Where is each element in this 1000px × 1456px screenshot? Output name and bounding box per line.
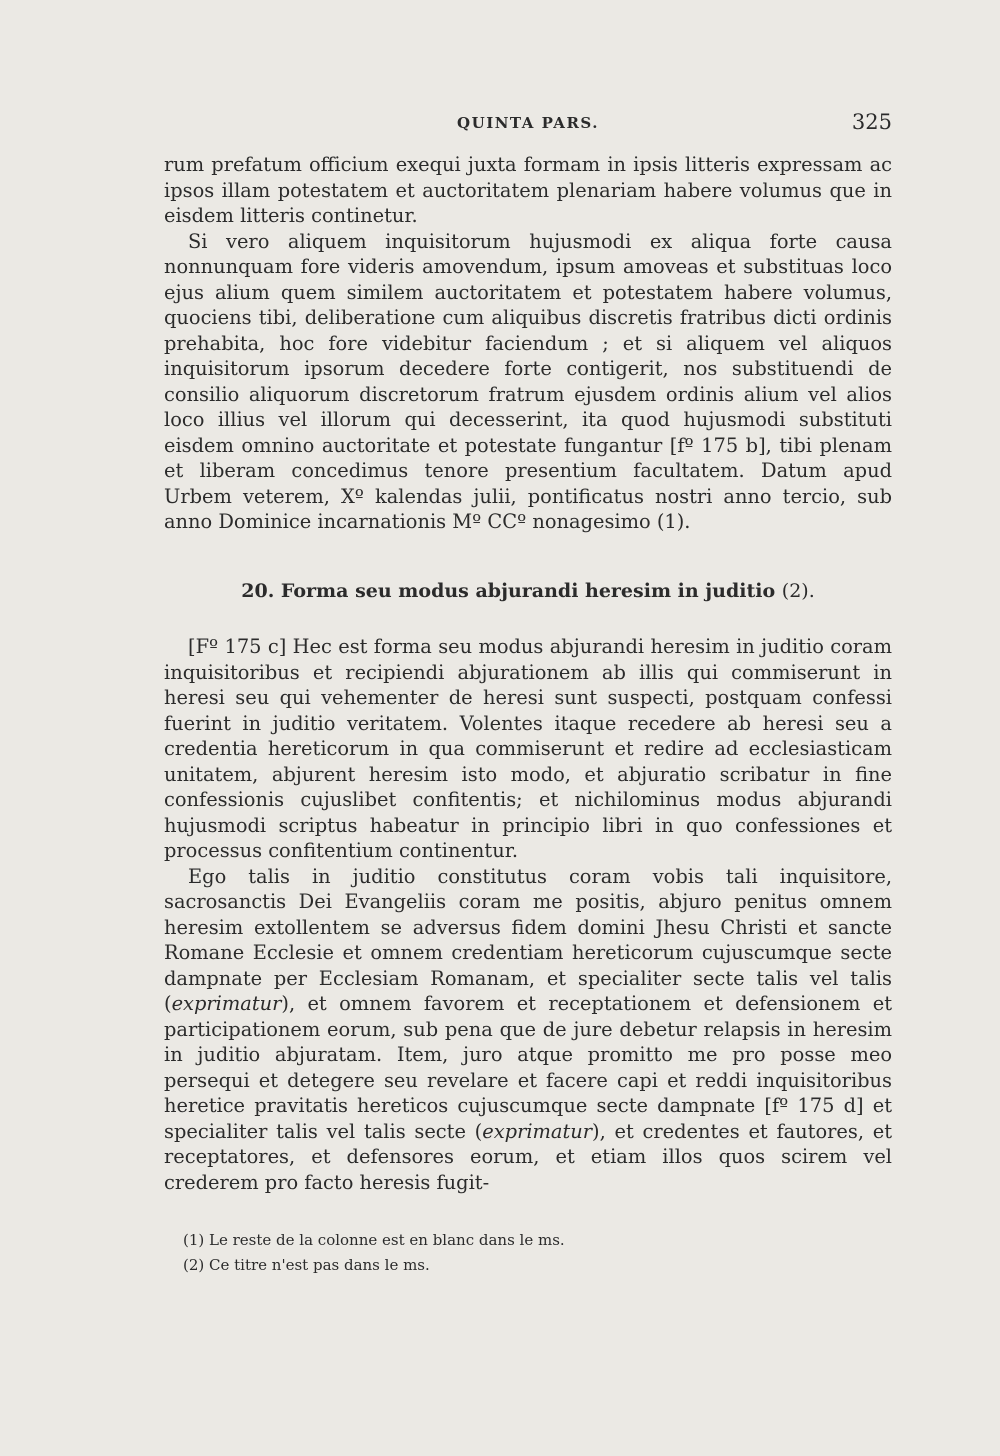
oath-text-part: Ego talis in juditio constitutus coram vobis tali inquisitore, sacrosanctis Dei Evangeliis coram me positis, abjuro penitus omnem heresim extollentem se adversus fidem domini Jhesu Christi et sancte Romane Ecclesie et omnem credentiam hereticorum cujuscumque secte dampnate per Ecclesiam Romanam, et specialiter secte talis vel talis ( (164, 864, 892, 1015)
oath-text-part: ), et credentes et fautores, et receptatores, et defensores eorum, et etiam illos quos scirem vel crederem pro facto heresis fugit- (164, 1119, 892, 1194)
section-heading-text: 20. Forma seu modus abjurandi heresim in juditio (241, 579, 776, 602)
footnote-2: (2) Ce titre n'est pas dans le ms. (183, 1256, 430, 1274)
page-number: 325 (851, 110, 892, 134)
section-heading (164, 579, 892, 605)
oath-italic-term: exprimatur (171, 992, 282, 1015)
paragraph-oath (164, 864, 892, 1196)
oath-italic-term: exprimatur (482, 1119, 593, 1143)
paragraph-forma: [Fº 175 c] Hec est forma seu modus abjurandi heresim in juditio coram inquisitoribus et recipiendi abjurationem ab illis qui commiserunt in heresi seu qui vehementer de heresi sunt suspecti, postquam confessi fuerint in juditio veritatem. Volentes itaque recedere ab heresi seu a credentia hereticorum in qua commiserunt et redire ad ecclesiasticam unitatem, abjurent heresim isto modo, et abjuratio scribatur in fine confessionis cujuslibet confitentis; et nichilominus modus abjurandi hujusmodi scriptus habeatur in principio libri in quo confessiones et processus confitentium continentur. (164, 635, 892, 862)
footnote-reference: (2). (781, 579, 815, 602)
running-title: QUINTA PARS. (457, 114, 599, 132)
oath-text-part: ), et omnem favorem et receptationem et defensionem et participationem eorum, sub pena que de jure debetur relapsis in heresim in juditio abjuratam. Item, juro atque promitto me pro posse meo persequi et detegere seu revelare et facere capi et reddi inquisitoribus heretice pravitatis hereticos cujuscumque secte dampnate [fº 175 d] et specialiter talis vel talis secte ( (164, 992, 892, 1143)
paragraph-substitution: Si vero aliquem inquisitorum hujusmodi ex aliqua forte causa nonnunquam fore videris amovendum, ipsum amoveas et substituas loco ejus alium quem similem auctoritatem et potestatem habere volumus, quociens tibi, deliberatione cum aliquibus discretis fratribus dicti ordinis prehabita, hoc fore videbitur faciendum ; et si aliquem vel aliquos inquisitorum ipsorum decedere forte contigerit, nos substituendi de consilio aliquorum discretorum fratrum ejusdem ordinis alium vel alios loco illius vel illorum qui decesserint, ita quod hujusmodi substituti eisdem omnino auctoritate et potestate fungantur [fº 175 b], tibi plenam et liberam concedimus tenore presentium facultatem. Datum apud Urbem veterem, Xº kalendas julii, pontificatus nostri anno tercio, sub anno Dominice incarnationis Mº CCº nonagesimo (1). (164, 229, 892, 533)
footnotes (183, 1228, 883, 1278)
paragraph-continuation: rum prefatum officium exequi juxta formam in ipsis litteris expressam ac ipsos illam potestatem et auctoritatem plenariam habere volumus que in eisdem litteris continetur. (164, 153, 892, 227)
page-header (164, 108, 892, 140)
footnote-1: (1) Le reste de la colonne est en blanc dans le ms. (183, 1231, 565, 1249)
body-text (164, 152, 892, 1195)
